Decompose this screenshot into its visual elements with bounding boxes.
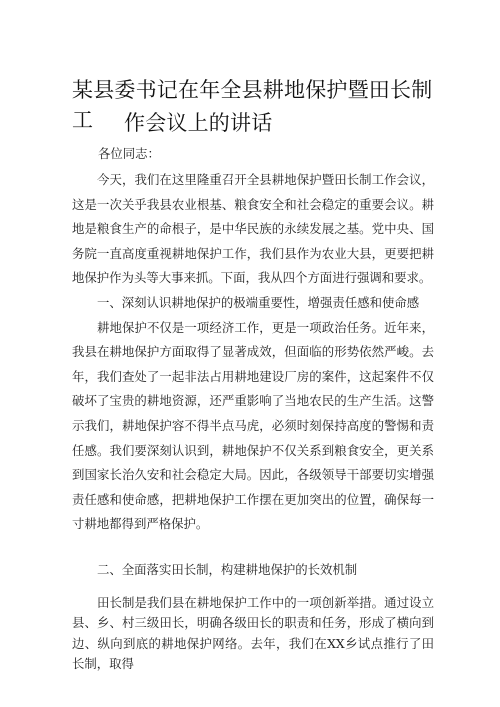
greeting: 各位同志： <box>98 146 160 161</box>
document-title-line-1: 某县委书记在年全县耕地保护暨田长制工 <box>72 78 433 132</box>
section-heading-1: 一、深刻认识耕地保护的极端重要性，增强责任感和使命感 <box>97 294 420 310</box>
paragraph-section-2: 田长制是我们县在耕地保护工作中的一项创新举措。通过设立县、乡、村三级田长，明确各级田长的职责和任务，形成了横向到边、纵向到底的耕地保护网络。去年，我们在XX乡试点推行了田长制，取得 <box>72 594 434 671</box>
body-section-b <box>72 560 434 675</box>
document-title-line-2: 作会议上的讲话 <box>124 111 273 135</box>
body-section-a <box>72 168 434 537</box>
paragraph-section-1: 耕地保护不仅是一项经济工作，更是一项政治任务。近年来，我县在耕地保护方面取得了显著成效，但面临的形势依然严峻。去年，我们查处了一起非法占用耕地建设厂房的案件，这起案件不仅破坏了宝贵的耕地资源，还严重影响了当地农民的生产生活。这警示我们，耕地保护容不得半点马虎，必须时刻保持高度的警惕和责任感。我们要深刻认识到，耕地保护不仅关系到粮食安全，更关系到国家长治久安和社会稳定大局。因此，各级领导干部要切实增强责任感和使命感，把耕地保护工作摆在更加突出的位置，确保每一寸耕地都得到严格保护。 <box>72 319 434 532</box>
paragraph-opening: 今天，我们在这里隆重召开全县耕地保护暨田长制工作会议，这是一次关乎我县农业根基、粮食安全和社会稳定的重要会议。耕地是粮食生产的命根子，是中华民族的永续发展之基。党中央、国务院一直高度重视耕地保护工作，我们县作为农业大县，更要把耕地保护作为头等大事来抓。下面，我从四个方面进行强调和要求。 <box>72 172 434 286</box>
section-heading-2: 二、全面落实田长制，构建耕地保护的长效机制 <box>97 562 358 577</box>
